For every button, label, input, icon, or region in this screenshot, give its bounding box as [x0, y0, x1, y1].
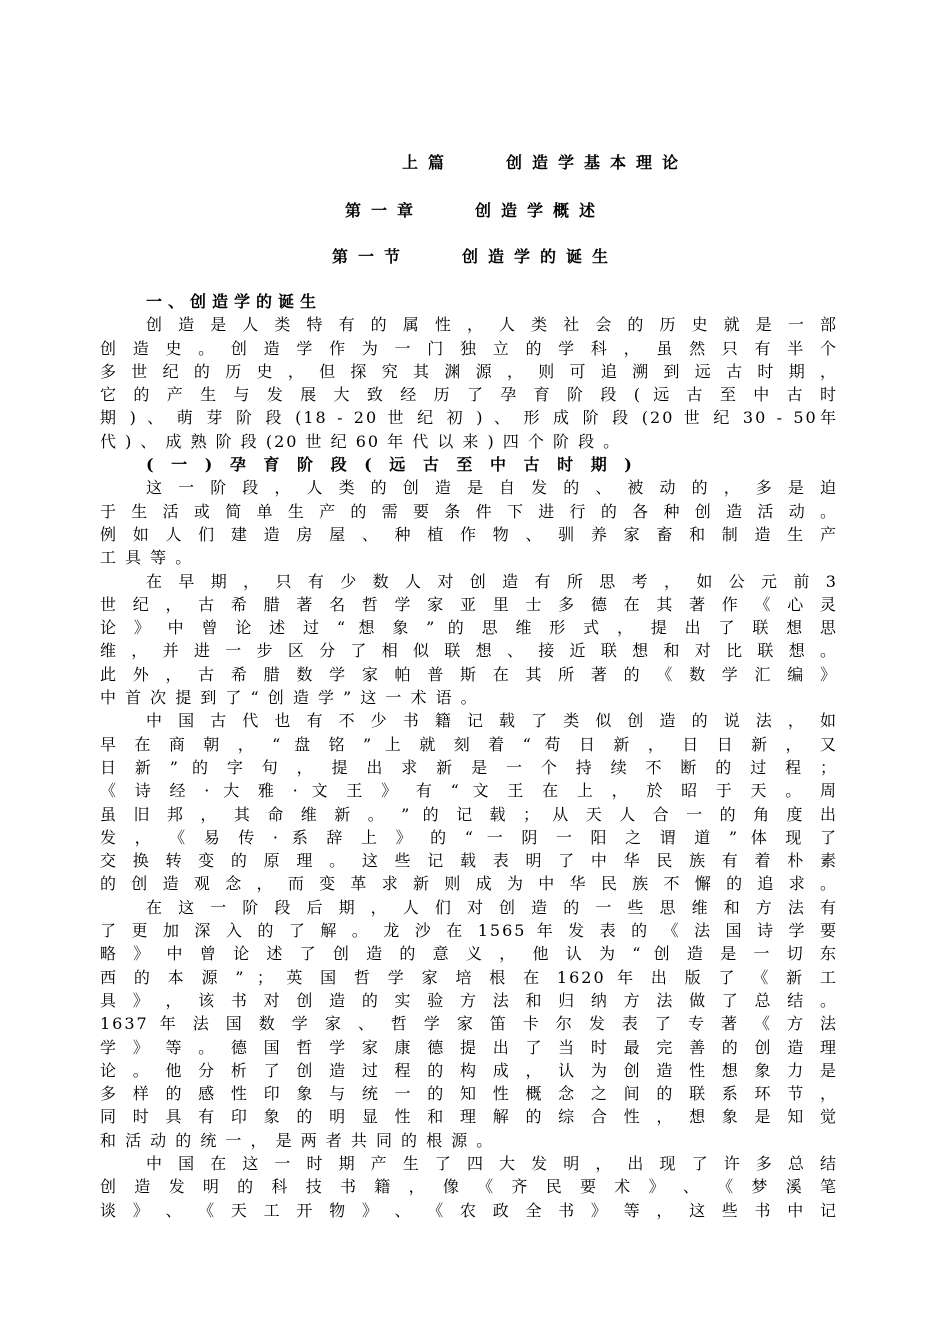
text-line: 具 》 ， 该 书 对 创 造 的 实 验 方 法 和 归 纳 方 法 做 了 总 结 。	[100, 990, 838, 1010]
text-line: 创 造 史 。 创 造 学 作 为 一 门 独 立 的 学 科 ， 虽 然 只 有 半 个	[100, 338, 838, 358]
text-line: 中 国 在 这 一 时 期 产 生 了 四 大 发 明 ， 出 现 了 许 多 总 结	[146, 1153, 838, 1173]
text-line: 论 》 中 曾 论 述 过 “ 想 象 ” 的 思 维 形 式 ， 提 出 了 联 想 思	[100, 618, 838, 638]
text-line: 和 活 动 的 统 一 ， 是 两 者 共 同 的 根 源 。	[100, 1130, 495, 1150]
subheading: ( 一 ) 孕 育 阶 段 ( 远 古 至 中 古 时 期 )	[146, 455, 638, 475]
text-line: 谈 》 、 《 天 工 开 物 》 、 《 农 政 全 书 》 等 ， 这 些 书 中 记	[100, 1200, 838, 1220]
text-line: 的 创 造 观 念 ， 而 变 革 求 新 则 成 为 中 华 民 族 不 懈 的 追 求 。	[100, 874, 838, 894]
text-line: 中 国 古 代 也 有 不 少 书 籍 记 载 了 类 似 创 造 的 说 法 ， 如	[146, 711, 838, 731]
text-line: 略 》 中 曾 论 述 了 创 造 的 意 义 ， 他 认 为 “ 创 造 是 一 切 东	[100, 944, 838, 964]
text-line: 交 换 转 变 的 原 理 。 这 些 记 载 表 明 了 中 华 民 族 有 着 朴 素	[100, 851, 838, 871]
text-line: 同 时 具 有 印 象 的 明 显 性 和 理 解 的 综 合 性 ， 想 象 是 知 觉	[100, 1107, 838, 1127]
text-line: 这 一 阶 段 ， 人 类 的 创 造 是 自 发 的 、 被 动 的 ， 多 是 迫	[146, 478, 838, 498]
text-line: 多 世 纪 的 历 史 ， 但 探 究 其 渊 源 ， 则 可 追 溯 到 远 古 时 期 ，	[100, 361, 838, 381]
text-line: 在 早 期 ， 只 有 少 数 人 对 创 造 有 所 思 考 ， 如 公 元 前 3	[146, 571, 838, 591]
text-line: 早 在 商 朝 ， “ 盘 铭 ” 上 就 刻 着 “ 苟 日 新 ， 日 日 新 ， 又	[100, 734, 838, 754]
text-line: 论 。 他 分 析 了 创 造 过 程 的 构 成 ， 认 为 创 造 性 想 象 力 是	[100, 1060, 838, 1080]
text-line: 中 首 次 提 到 了 “ 创 造 学 ” 这 一 术 语 。	[100, 688, 479, 708]
chapter-title: 第一章 创造学概述	[344, 201, 605, 220]
text-line: 多 样 的 感 性 印 象 与 统 一 的 知 性 概 念 之 间 的 联 系 环 节 ，	[100, 1084, 838, 1104]
text-line: 虽 旧 邦 ， 其 命 维 新 。 ” 的 记 载 ； 从 天 人 合 一 的 角 度 出	[100, 804, 838, 824]
text-line: 了 更 加 深 入 的 了 解 。 龙 沙 在 1565 年 发 表 的 《 法 国 诗 学 要	[100, 921, 838, 941]
text-line: 创 造 发 明 的 科 技 书 籍 ， 像 《 齐 民 要 术 》 、 《 梦 溪 笔	[100, 1177, 838, 1197]
text-line: 日 新 ” 的 字 句 ， 提 出 求 新 是 一 个 持 续 不 断 的 过 程 ；	[100, 757, 838, 777]
text-line: 于 生 活 或 简 单 生 产 的 需 要 条 件 下 进 行 的 各 种 创 造 活 动 。	[100, 501, 838, 521]
body-text	[100, 290, 838, 1222]
text-line: 在 这 一 阶 段 后 期 ， 人 们 对 创 造 的 一 些 思 维 和 方 法 有	[146, 897, 838, 917]
text-line: 它 的 产 生 与 发 展 大 致 经 历 了 孕 育 阶 段 ( 远 古 至 中 古 时	[100, 385, 838, 405]
section-title: 第一节 创造学的诞生	[331, 247, 618, 266]
text-line: 期 ) 、 萌 芽 阶 段 (18 - 20 世 纪 初 ) 、 形 成 阶 段 (20 世 纪 30 - 50年	[100, 408, 838, 428]
text-line: 此 外 ， 古 希 腊 数 学 家 帕 普 斯 在 其 所 著 的 《 数 学 汇 编 》	[100, 664, 838, 684]
text-line: 1637 年 法 国 数 学 家 、 哲 学 家 笛 卡 尔 发 表 了 专 著 《 方 法	[100, 1014, 838, 1034]
text-line: 《 诗 经 · 大 雅 · 文 王 》 有 “ 文 王 在 上 ， 於 昭 于 天 。 周	[100, 781, 838, 801]
text-line: 学 》 等 。 德 国 哲 学 家 康 德 提 出 了 当 时 最 完 善 的 创 造 理	[100, 1037, 838, 1057]
text-line: 创 造 是 人 类 特 有 的 属 性 ， 人 类 社 会 的 历 史 就 是 一 部	[146, 315, 838, 335]
text-line: 例 如 人 们 建 造 房 屋 、 种 植 作 物 、 驯 养 家 畜 和 制 造 生 产	[100, 524, 838, 544]
text-line: 工 具 等 。	[100, 548, 194, 568]
text-line: 维 ， 并 进 一 步 区 分 了 相 似 联 想 、 接 近 联 想 和 对 比 联 想 。	[100, 641, 838, 661]
text-line: 代 ) 、 成 熟 阶 段 (20 世 纪 60 年 代 以 来 ) 四 个 阶 段 。	[100, 431, 622, 451]
subheading: 一、创造学的诞生	[146, 292, 323, 311]
text-line: 世 纪 ， 古 希 腊 著 名 哲 学 家 亚 里 士 多 德 在 其 著 作 《 心 灵	[100, 594, 838, 614]
text-line: 西 的 本 源 ” ； 英 国 哲 学 家 培 根 在 1620 年 出 版 了 《 新 工	[100, 967, 838, 987]
part-title: 上篇 创造学基本理论	[401, 153, 688, 172]
text-line: 发 ， 《 易 传 · 系 辞 上 》 的 “ 一 阴 一 阳 之 谓 道 ” 体 现 了	[100, 827, 838, 847]
